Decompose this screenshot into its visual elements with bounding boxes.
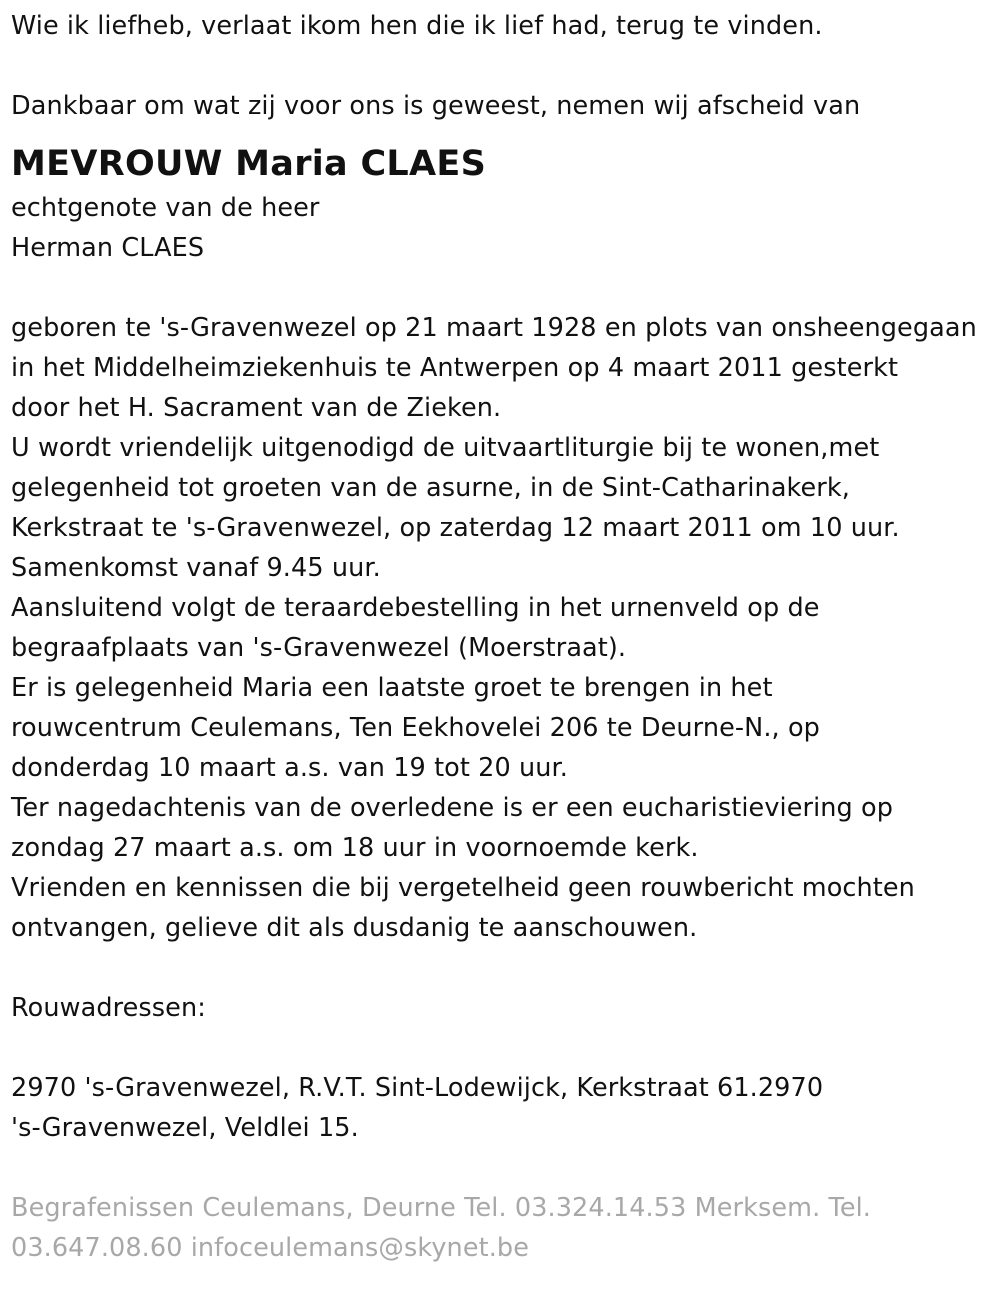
funeral-home-contact: Begrafenissen Ceulemans, Deurne Tel. 03.324.14.53 Merksem. Tel. <box>11 1193 872 1223</box>
spacer <box>11 1148 990 1188</box>
body-line: Kerkstraat te 's-Gravenwezel, op zaterdag 12 maart 2011 om 10 uur. <box>11 513 900 543</box>
address-line: 2970 's-Gravenwezel, R.V.T. Sint-Lodewijck, Kerkstraat 61.2970 <box>11 1073 824 1103</box>
relation-line: echtgenote van de heer <box>11 193 320 223</box>
body-line: Er is gelegenheid Maria een laatste groet te brengen in het <box>11 673 773 703</box>
body-line: geboren te 's-Gravenwezel op 21 maart 1928 en plots van onsheengegaan <box>11 313 977 343</box>
intro-announcement: Dankbaar om wat zij voor ons is geweest, nemen wij afscheid van <box>11 91 861 121</box>
intro-quote: Wie ik liefheb, verlaat ikom hen die ik lief had, terug te vinden. <box>11 11 823 41</box>
relation-line: Herman CLAES <box>11 233 205 263</box>
deceased-name: MEVROUW Maria CLAES <box>11 144 487 184</box>
body-line: ontvangen, gelieve dit als dusdanig te aanschouwen. <box>11 913 698 943</box>
obituary-body <box>11 308 990 948</box>
body-line: begraafplaats van 's-Gravenwezel (Moerstraat). <box>11 633 627 663</box>
body-line: rouwcentrum Ceulemans, Ten Eekhovelei 206 te Deurne-N., op <box>11 713 820 743</box>
body-line: Vrienden en kennissen die bij vergetelheid geen rouwbericht mochten <box>11 873 915 903</box>
body-line: in het Middelheimziekenhuis te Antwerpen op 4 maart 2011 gesterkt <box>11 353 899 383</box>
body-line: Samenkomst vanaf 9.45 uur. <box>11 553 381 583</box>
spacer <box>11 46 990 86</box>
body-line: U wordt vriendelijk uitgenodigd de uitvaartliturgie bij te wonen,met <box>11 433 880 463</box>
body-line: donderdag 10 maart a.s. van 19 tot 20 uur. <box>11 753 568 783</box>
addresses-heading: Rouwadressen: <box>11 993 206 1023</box>
body-line: zondag 27 maart a.s. om 18 uur in voornoemde kerk. <box>11 833 699 863</box>
address-line: 's-Gravenwezel, Veldlei 15. <box>11 1113 359 1143</box>
spacer <box>11 1028 990 1068</box>
body-line: Aansluitend volgt de teraardebestelling in het urnenveld op de <box>11 593 820 623</box>
spacer <box>11 948 990 988</box>
body-line: Ter nagedachtenis van de overledene is er een eucharistieviering op <box>11 793 893 823</box>
spacer <box>11 126 990 140</box>
body-line: door het H. Sacrament van de Zieken. <box>11 393 502 423</box>
body-line: gelegenheid tot groeten van de asurne, in de Sint-Catharinakerk, <box>11 473 850 503</box>
funeral-home-contact: 03.647.08.60 infoceulemans@skynet.be <box>11 1233 529 1263</box>
spacer <box>11 268 990 308</box>
